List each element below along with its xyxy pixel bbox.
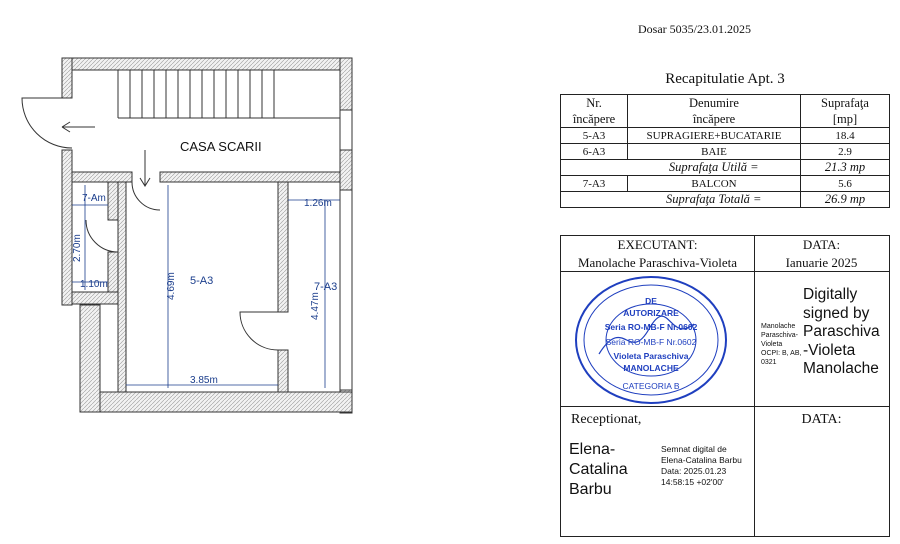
table-row [561, 128, 890, 144]
stamp-seria: Seria RO-MB-F Nr.0602 [604, 322, 698, 332]
plan-dim-3-85: 3.85m [190, 375, 218, 386]
balcon-area: 5.6 [801, 176, 890, 192]
stamp-seria-2: Seria RO-MB-F Nr.0602 [605, 337, 697, 347]
plan-dim-4-69: 4.69m [166, 272, 177, 300]
plan-dim-1-26: 1.26m [304, 198, 332, 209]
room-nr: 6-A3 [561, 144, 628, 160]
header-nr: Nr. încăpere [561, 95, 628, 128]
plan-room-5: 5-A3 [190, 275, 214, 287]
dosar-number: Dosar 5035/23.01.2025 [638, 22, 751, 36]
exec-digital-small: Manolache Paraschiva- Violeta OCPI: B, AB, 0321 [761, 323, 802, 366]
util-value: 21.3 mp [801, 160, 890, 176]
room-nr: 5-A3 [561, 128, 628, 144]
total-row [561, 192, 890, 208]
util-label: Suprafaţa Utilă = [628, 160, 801, 176]
table-header-row [561, 95, 890, 128]
stamp-categoria: CATEGORIA B [622, 381, 680, 391]
receiver-name: Elena- Catalina Barbu [569, 441, 628, 498]
room-name: BAIE [628, 144, 801, 160]
util-row [561, 160, 890, 176]
executant-label: EXECUTANT: [617, 237, 698, 252]
executant-name: Manolache Paraschiva-Violeta [577, 255, 738, 270]
header-denumire: Denumire încăpere [628, 95, 801, 128]
data-value: Ianuarie 2025 [785, 255, 858, 270]
table-row [561, 176, 890, 192]
data-label: DATA: [802, 237, 841, 252]
total-value: 26.9 mp [801, 192, 890, 208]
balcon-name: BALCON [628, 176, 801, 192]
plan-dim-1-10: 1.10m [80, 279, 108, 290]
recap-table [560, 94, 890, 208]
exec-digital-big: Digitally signed by Paraschiva -Violeta Manolache [803, 286, 880, 377]
plan-room-6: 7-Am [82, 193, 106, 204]
plan-dim-4-47: 4.47m [310, 292, 321, 320]
signature-box [560, 235, 890, 537]
stamp-autorizare: AUTORIZARE [623, 308, 679, 318]
receiver-digital-signature: Semnat digital de Elena-Catalina Barbu Data: 2025.01.23 14:58:15 +02'00' [661, 444, 742, 487]
plan-dim-2-70: 2.70m [72, 234, 83, 262]
stamp-name2: MANOLACHE [623, 363, 679, 373]
room-area: 2.9 [801, 144, 890, 160]
recap-title: Recapitulatie Apt. 3 [665, 71, 785, 87]
table-row [561, 144, 890, 160]
receptionat-label: Receptionat, [571, 412, 642, 427]
stamp-de: DE [645, 296, 657, 306]
header-suprafata: Suprafaţa [mp] [801, 95, 890, 128]
plan-room-7: 7-A3 [314, 281, 338, 293]
data-label-2: DATA: [801, 412, 842, 427]
balcon-nr: 7-A3 [561, 176, 628, 192]
plan-casa-scarii: CASA SCARII [180, 139, 262, 154]
stamp-name1: Violeta Paraschiva [613, 351, 689, 361]
room-area: 18.4 [801, 128, 890, 144]
room-name: SUPRAGIERE+BUCATARIE [628, 128, 801, 144]
total-label: Suprafaţa Totală = [628, 192, 801, 208]
